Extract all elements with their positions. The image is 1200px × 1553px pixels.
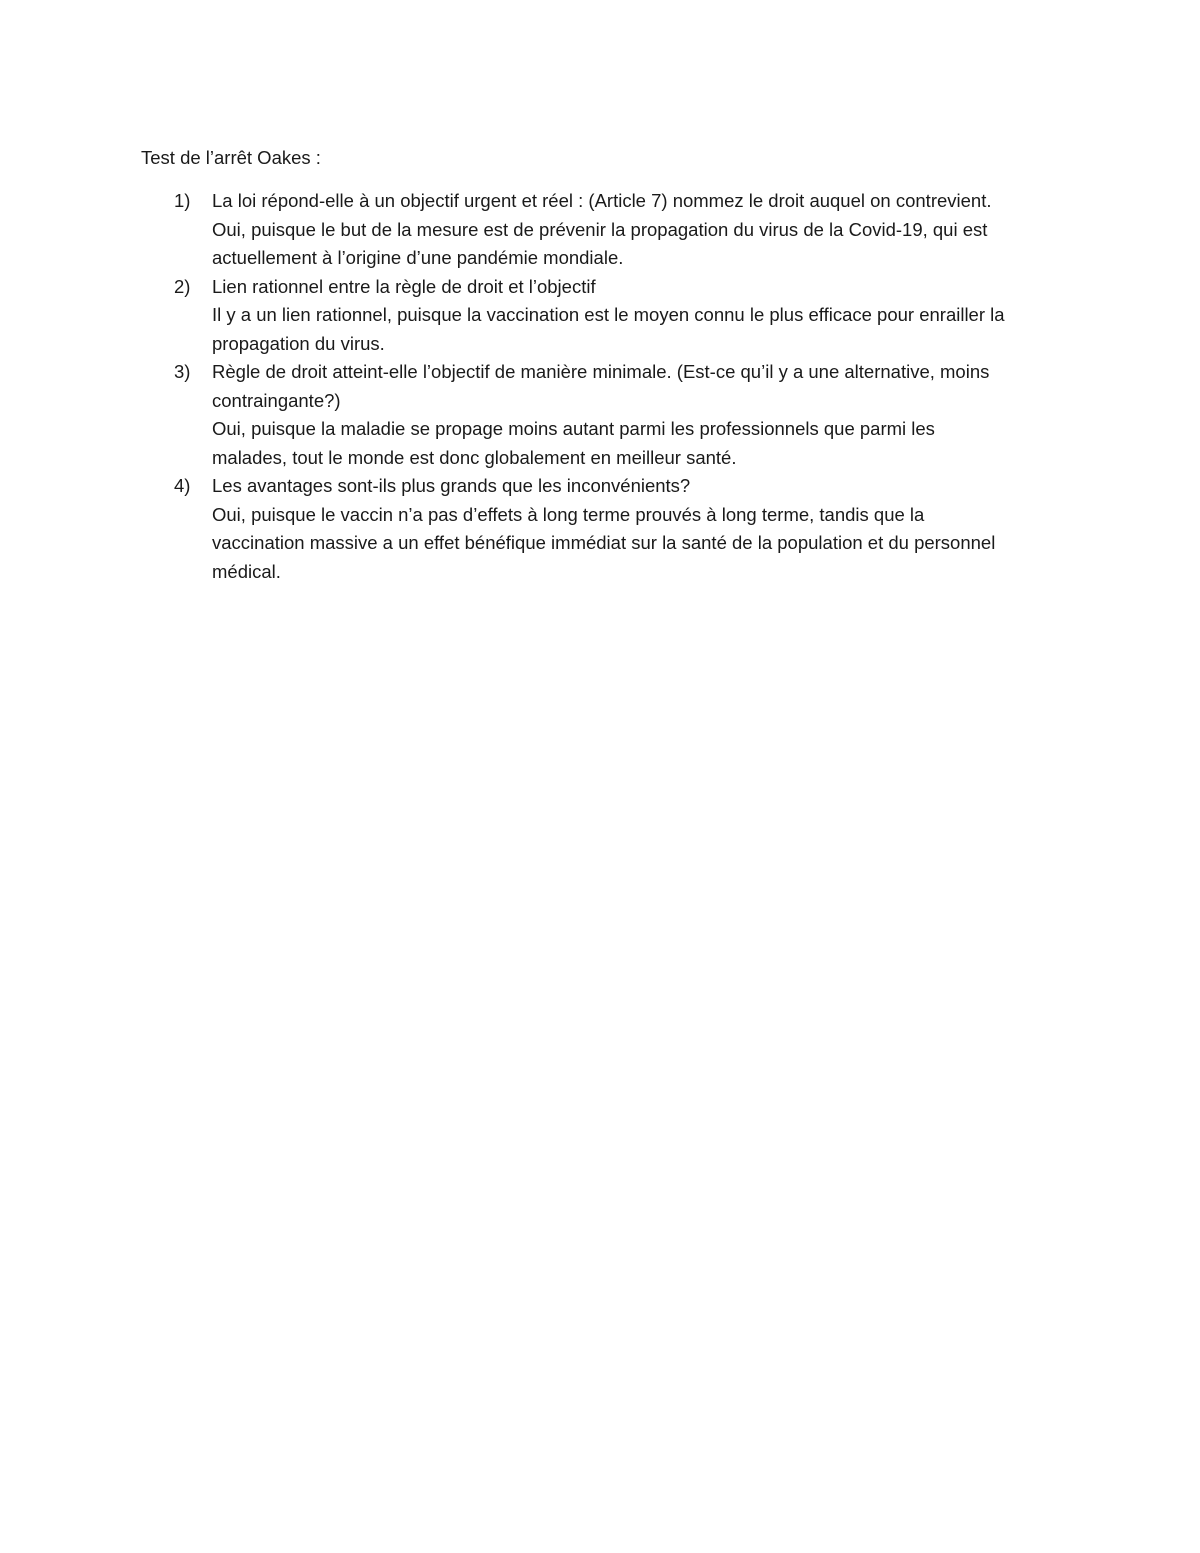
item-number: 1) xyxy=(174,190,191,211)
item-text xyxy=(212,273,1062,359)
text-line: vaccination massive a un effet bénéfique immédiat sur la santé de la population et du personnel xyxy=(212,532,996,553)
list-item xyxy=(0,187,1200,273)
text-line: Oui, puisque le vaccin n’a pas d’effets à long terme prouvés à long terme, tandis que la xyxy=(212,503,925,525)
text-line: La loi répond-elle à un objectif urgent et réel : (Article 7) nommez le droit auquel on contrevient. xyxy=(212,190,992,211)
criteria-list xyxy=(0,187,1200,586)
text-line: Oui, puisque le but de la mesure est de prévenir la propagation du virus de la Covid-19, qui est xyxy=(212,218,988,240)
item-text xyxy=(212,472,1062,586)
text-line: Les avantages sont-ils plus grands que les inconvénients? xyxy=(212,475,691,496)
item-text xyxy=(212,358,1062,472)
text-line: malades, tout le monde est donc globalement en meilleur santé. xyxy=(212,446,737,468)
text-line: actuellement à l’origine d’une pandémie mondiale. xyxy=(212,247,624,268)
list-item xyxy=(0,273,1200,359)
item-number: 2) xyxy=(174,275,191,297)
text-line: Il y a un lien rationnel, puisque la vaccination est le moyen connu le plus efficace pour enrailler la xyxy=(212,304,1005,325)
text-line: Règle de droit atteint-elle l’objectif de manière minimale. (Est-ce qu’il y a une alternative, moins xyxy=(212,361,990,382)
text-line: propagation du virus. xyxy=(212,332,385,354)
text-line: médical. xyxy=(212,560,281,582)
text-line: Lien rationnel entre la règle de droit et l’objectif xyxy=(212,275,596,297)
item-number: 3) xyxy=(174,361,191,382)
item-number: 4) xyxy=(174,475,191,496)
text-line: contraingante?) xyxy=(212,389,341,411)
text-line: Oui, puisque la maladie se propage moins autant parmi les professionnels que parmi les xyxy=(212,418,935,439)
item-text xyxy=(212,187,1062,273)
list-item xyxy=(0,472,1200,586)
document-title: Test de l’arrêt Oakes : xyxy=(141,147,321,168)
list-item xyxy=(0,358,1200,472)
